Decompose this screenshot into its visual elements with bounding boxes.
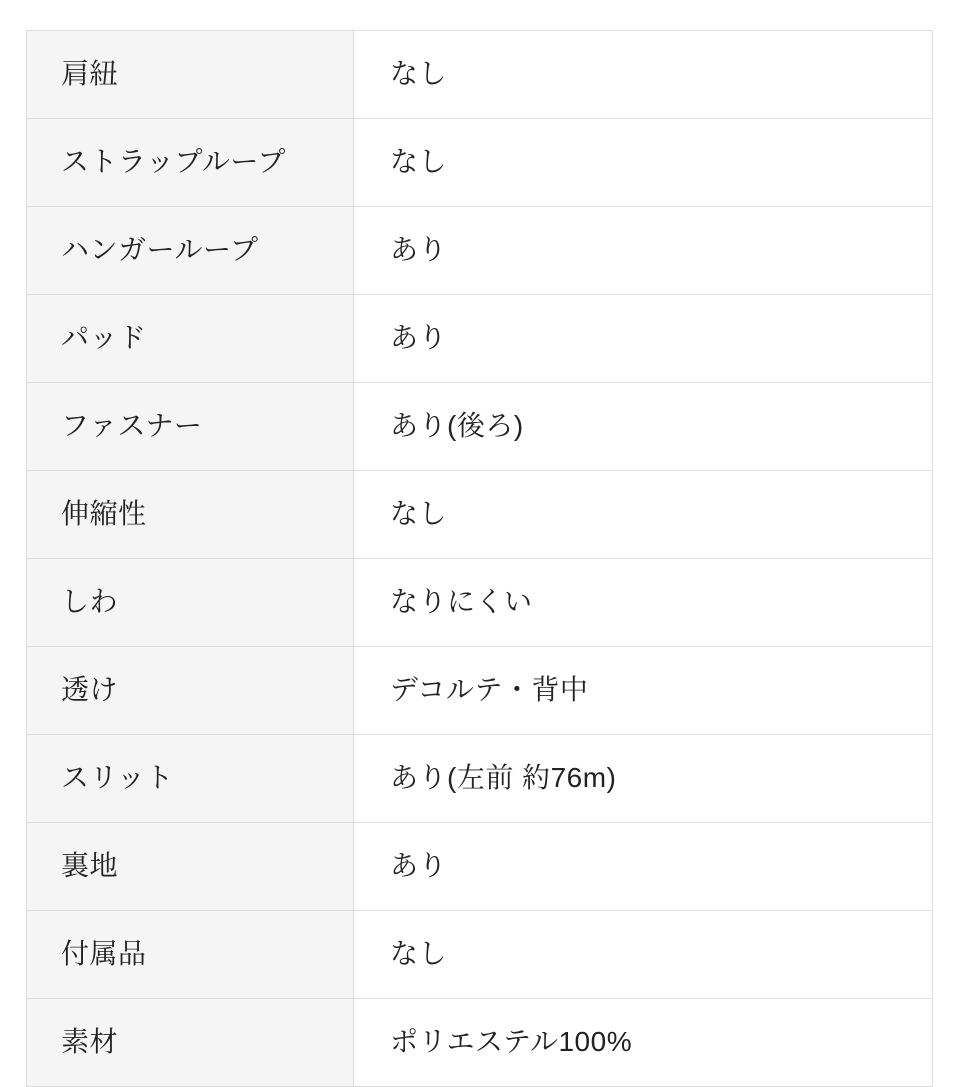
spec-value-cell: なし (354, 471, 933, 559)
spec-value-cell: あり (354, 207, 933, 295)
spec-label-cell: しわ (27, 559, 354, 647)
table-row (27, 295, 933, 383)
spec-label-cell: 付属品 (27, 911, 354, 999)
spec-value-cell: なし (354, 911, 933, 999)
spec-value-cell: あり(左前 約76m) (354, 735, 933, 823)
table-row (27, 999, 933, 1087)
spec-value-cell: デコルテ・背中 (354, 647, 933, 735)
spec-label-cell: ストラップループ (27, 119, 354, 207)
table-row (27, 735, 933, 823)
spec-label-cell: 伸縮性 (27, 471, 354, 559)
table-row (27, 911, 933, 999)
spec-label-cell: ハンガーループ (27, 207, 354, 295)
spec-table-body (27, 31, 933, 1087)
spec-value-cell: なし (354, 31, 933, 119)
table-row (27, 647, 933, 735)
spec-label-cell: 肩紐 (27, 31, 354, 119)
table-row (27, 823, 933, 911)
table-row (27, 207, 933, 295)
spec-value-cell: あり(後ろ) (354, 383, 933, 471)
table-row (27, 383, 933, 471)
table-row (27, 119, 933, 207)
spec-label-cell: 裏地 (27, 823, 354, 911)
spec-value-cell: なし (354, 119, 933, 207)
spec-value-cell: あり (354, 823, 933, 911)
spec-label-cell: 素材 (27, 999, 354, 1087)
spec-label-cell: ファスナー (27, 383, 354, 471)
spec-label-cell: パッド (27, 295, 354, 383)
spec-value-cell: ポリエステル100% (354, 999, 933, 1087)
table-row (27, 31, 933, 119)
table-row (27, 559, 933, 647)
product-spec-table (26, 30, 933, 1087)
spec-value-cell: なりにくい (354, 559, 933, 647)
spec-value-cell: あり (354, 295, 933, 383)
spec-label-cell: スリット (27, 735, 354, 823)
table-row (27, 471, 933, 559)
spec-label-cell: 透け (27, 647, 354, 735)
